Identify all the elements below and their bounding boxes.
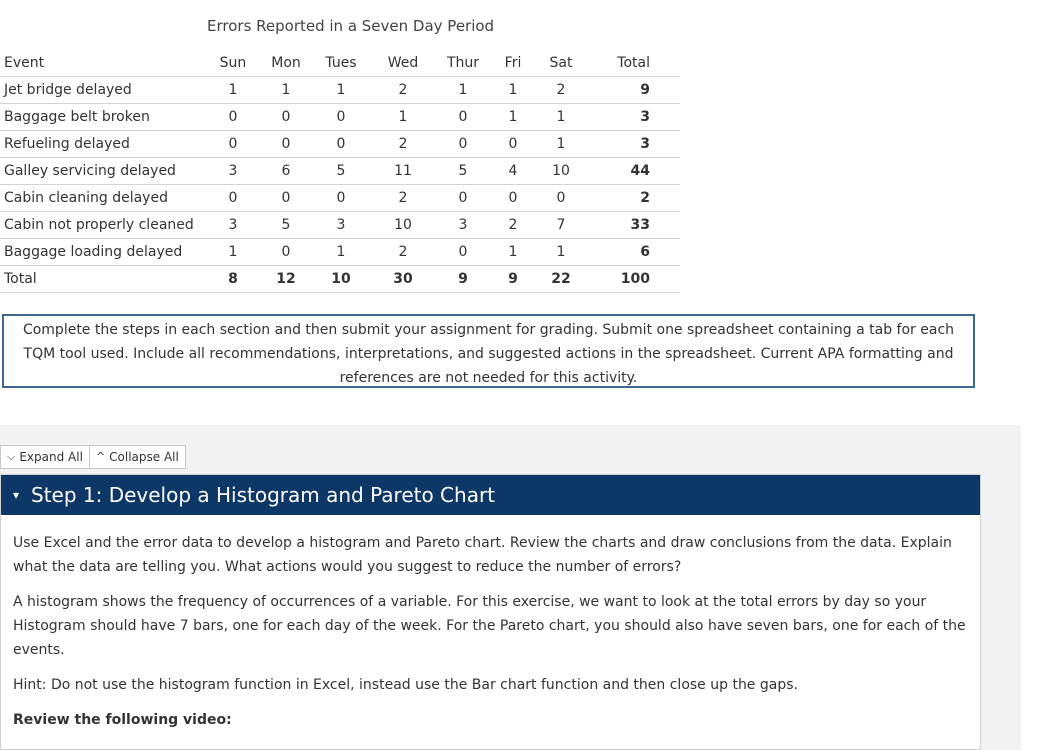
day-total-cell: 12 — [257, 266, 315, 293]
value-cell: 3 — [209, 212, 257, 239]
step1-hint: Hint: Do not use the histogram function in Excel, instead use the Bar chart function and then close up the gaps. — [13, 677, 798, 693]
value-cell: 1 — [315, 77, 367, 104]
header-mon: Mon — [271, 55, 301, 71]
table-row — [0, 239, 680, 266]
value-cell: 0 — [209, 104, 257, 131]
value-cell: 0 — [257, 131, 315, 158]
table-row — [0, 185, 680, 212]
value-cell: 0 — [315, 131, 367, 158]
value-cell: 0 — [209, 131, 257, 158]
expand-all-label: Expand All — [19, 450, 83, 464]
value-cell: 1 — [439, 77, 487, 104]
row-total-cell: 9 — [583, 77, 680, 104]
table-row — [0, 77, 680, 104]
value-cell: 2 — [367, 239, 439, 266]
value-cell: 0 — [257, 185, 315, 212]
table-body — [0, 77, 680, 293]
step1-title: Step 1: Develop a Histogram and Pareto Chart — [31, 483, 496, 507]
event-cell: Jet bridge delayed — [0, 77, 209, 104]
value-cell: 0 — [439, 185, 487, 212]
day-total-cell: 22 — [539, 266, 583, 293]
value-cell: 3 — [439, 212, 487, 239]
instructions-box: Complete the steps in each section and then submit your assignment for grading. Submit one spreadsheet containing a tab for each TQM tool used. Include all recommendations, interpretations, and suggested actions in the spreadsheet. Current APA formatting and references are not needed for this activity. — [2, 314, 975, 388]
value-cell: 0 — [315, 185, 367, 212]
chevron-down-icon: ⌵ — [7, 450, 16, 463]
total-row — [0, 266, 680, 293]
value-cell: 4 — [487, 158, 539, 185]
value-cell: 2 — [539, 77, 583, 104]
day-total-cell: 9 — [487, 266, 539, 293]
collapse-all-label: Collapse All — [109, 450, 179, 464]
value-cell: 2 — [367, 185, 439, 212]
row-total-cell: 3 — [583, 131, 680, 158]
event-cell: Baggage belt broken — [0, 104, 209, 131]
value-cell: 1 — [487, 239, 539, 266]
value-cell: 1 — [487, 77, 539, 104]
value-cell: 2 — [487, 212, 539, 239]
day-total-cell: 9 — [439, 266, 487, 293]
step1-video-label: Review the following video: — [13, 712, 232, 728]
header-thur: Thur — [446, 55, 480, 71]
value-cell: 5 — [257, 212, 315, 239]
table-header-row — [0, 50, 680, 77]
table-row — [0, 212, 680, 239]
row-total-cell: 2 — [583, 185, 680, 212]
chevron-up-icon: ^ — [95, 450, 106, 463]
event-cell: Galley servicing delayed — [0, 158, 209, 185]
header-fri: Fri — [504, 55, 522, 71]
value-cell: 2 — [367, 131, 439, 158]
day-total-cell: 8 — [209, 266, 257, 293]
value-cell: 0 — [487, 131, 539, 158]
row-total-cell: 3 — [583, 104, 680, 131]
value-cell: 10 — [367, 212, 439, 239]
value-cell: 0 — [439, 131, 487, 158]
value-cell: 2 — [367, 77, 439, 104]
table-row — [0, 131, 680, 158]
value-cell: 1 — [487, 104, 539, 131]
value-cell: 1 — [539, 104, 583, 131]
table-caption: Errors Reported in a Seven Day Period — [207, 17, 495, 35]
value-cell: 3 — [209, 158, 257, 185]
day-total-cell: 10 — [315, 266, 367, 293]
total-label-cell: Total — [0, 266, 209, 293]
step1-body — [1, 515, 980, 732]
table-row — [0, 104, 680, 131]
step1-paragraph-2: A histogram shows the frequency of occurrences of a variable. For this exercise, we want to look at the total errors by day so your Histogram should have 7 bars, one for each day of the week. For the Pareto chart, you should also have seven bars, one for each of the events. — [13, 594, 966, 658]
value-cell: 0 — [257, 104, 315, 131]
row-total-cell: 33 — [583, 212, 680, 239]
expand-collapse-controls — [0, 445, 186, 469]
collapse-all-button[interactable] — [90, 445, 186, 469]
event-cell: Cabin cleaning delayed — [0, 185, 209, 212]
grand-total-cell: 100 — [583, 266, 680, 293]
header-total: Total — [617, 55, 650, 71]
value-cell: 0 — [315, 104, 367, 131]
value-cell: 7 — [539, 212, 583, 239]
step1-header[interactable] — [1, 475, 980, 515]
value-cell: 1 — [315, 239, 367, 266]
value-cell: 3 — [315, 212, 367, 239]
value-cell: 0 — [487, 185, 539, 212]
header-sat: Sat — [549, 55, 573, 71]
row-total-cell: 44 — [583, 158, 680, 185]
step1-paragraph-1: Use Excel and the error data to develop a histogram and Pareto chart. Review the charts and draw conclusions from the data. Explain what the data are telling you. What actions would you suggest to reduce the number of errors? — [13, 535, 952, 575]
value-cell: 5 — [315, 158, 367, 185]
caret-down-icon: ▾ — [12, 488, 20, 502]
header-wed: Wed — [387, 55, 419, 71]
table-row — [0, 158, 680, 185]
value-cell: 0 — [439, 239, 487, 266]
row-total-cell: 6 — [583, 239, 680, 266]
value-cell: 6 — [257, 158, 315, 185]
value-cell: 5 — [439, 158, 487, 185]
header-sun: Sun — [219, 55, 247, 71]
value-cell: 1 — [539, 131, 583, 158]
event-cell: Cabin not properly cleaned — [0, 212, 209, 239]
value-cell: 0 — [539, 185, 583, 212]
value-cell: 1 — [209, 77, 257, 104]
value-cell: 1 — [209, 239, 257, 266]
step1-panel — [0, 474, 981, 750]
header-event: Event — [4, 55, 45, 71]
value-cell: 11 — [367, 158, 439, 185]
event-cell: Baggage loading delayed — [0, 239, 209, 266]
value-cell: 0 — [209, 185, 257, 212]
header-tues: Tues — [325, 55, 357, 71]
value-cell: 0 — [257, 239, 315, 266]
value-cell: 1 — [257, 77, 315, 104]
value-cell: 0 — [439, 104, 487, 131]
value-cell: 10 — [539, 158, 583, 185]
expand-all-button[interactable] — [0, 445, 90, 469]
value-cell: 1 — [367, 104, 439, 131]
errors-table — [0, 50, 680, 293]
value-cell: 1 — [539, 239, 583, 266]
event-cell: Refueling delayed — [0, 131, 209, 158]
day-total-cell: 30 — [367, 266, 439, 293]
